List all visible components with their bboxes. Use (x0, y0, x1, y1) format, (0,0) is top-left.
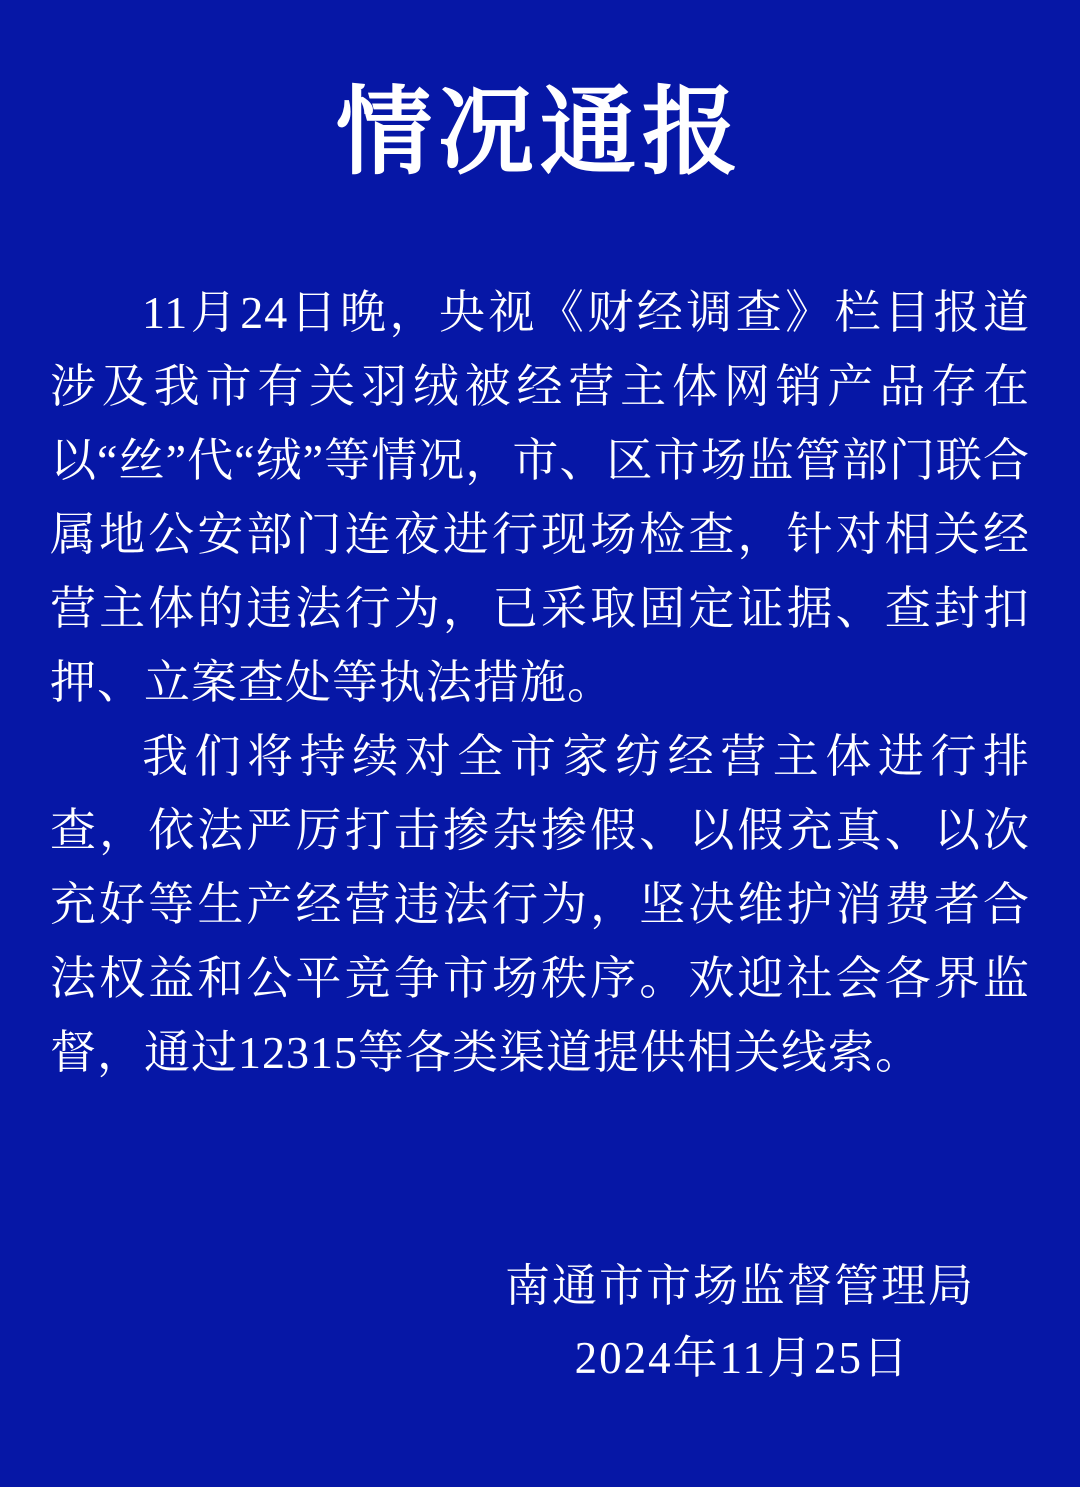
notice-title: 情况通报 (336, 79, 744, 186)
issuer-signature: 南通市市场监督管理局 (504, 1261, 975, 1312)
notice-body (50, 276, 1030, 1090)
notice-paragraph-2: 我们将持续对全市家纺经营主体进行排查，依法严厉打击掺杂掺假、以假充真、以次充好等生产经营违法行为，坚决维护消费者合法权益和公平竞争市场秩序。欢迎社会各界监督，通过12315等各类渠道提供相关线索。 (50, 731, 1030, 1079)
notice-paragraph-1: 11月24日晚，央视《财经调查》栏目报道涉及我市有关羽绒被经营主体网销产品存在以“丝”代“绒”等情况，市、区市场监管部门联合属地公安部门连夜进行现场检查，针对相关经营主体的违法行为，已采取固定证据、查封扣押、立案查处等执法措施。 (50, 287, 1030, 709)
issue-date: 2024年11月25日 (574, 1333, 910, 1384)
